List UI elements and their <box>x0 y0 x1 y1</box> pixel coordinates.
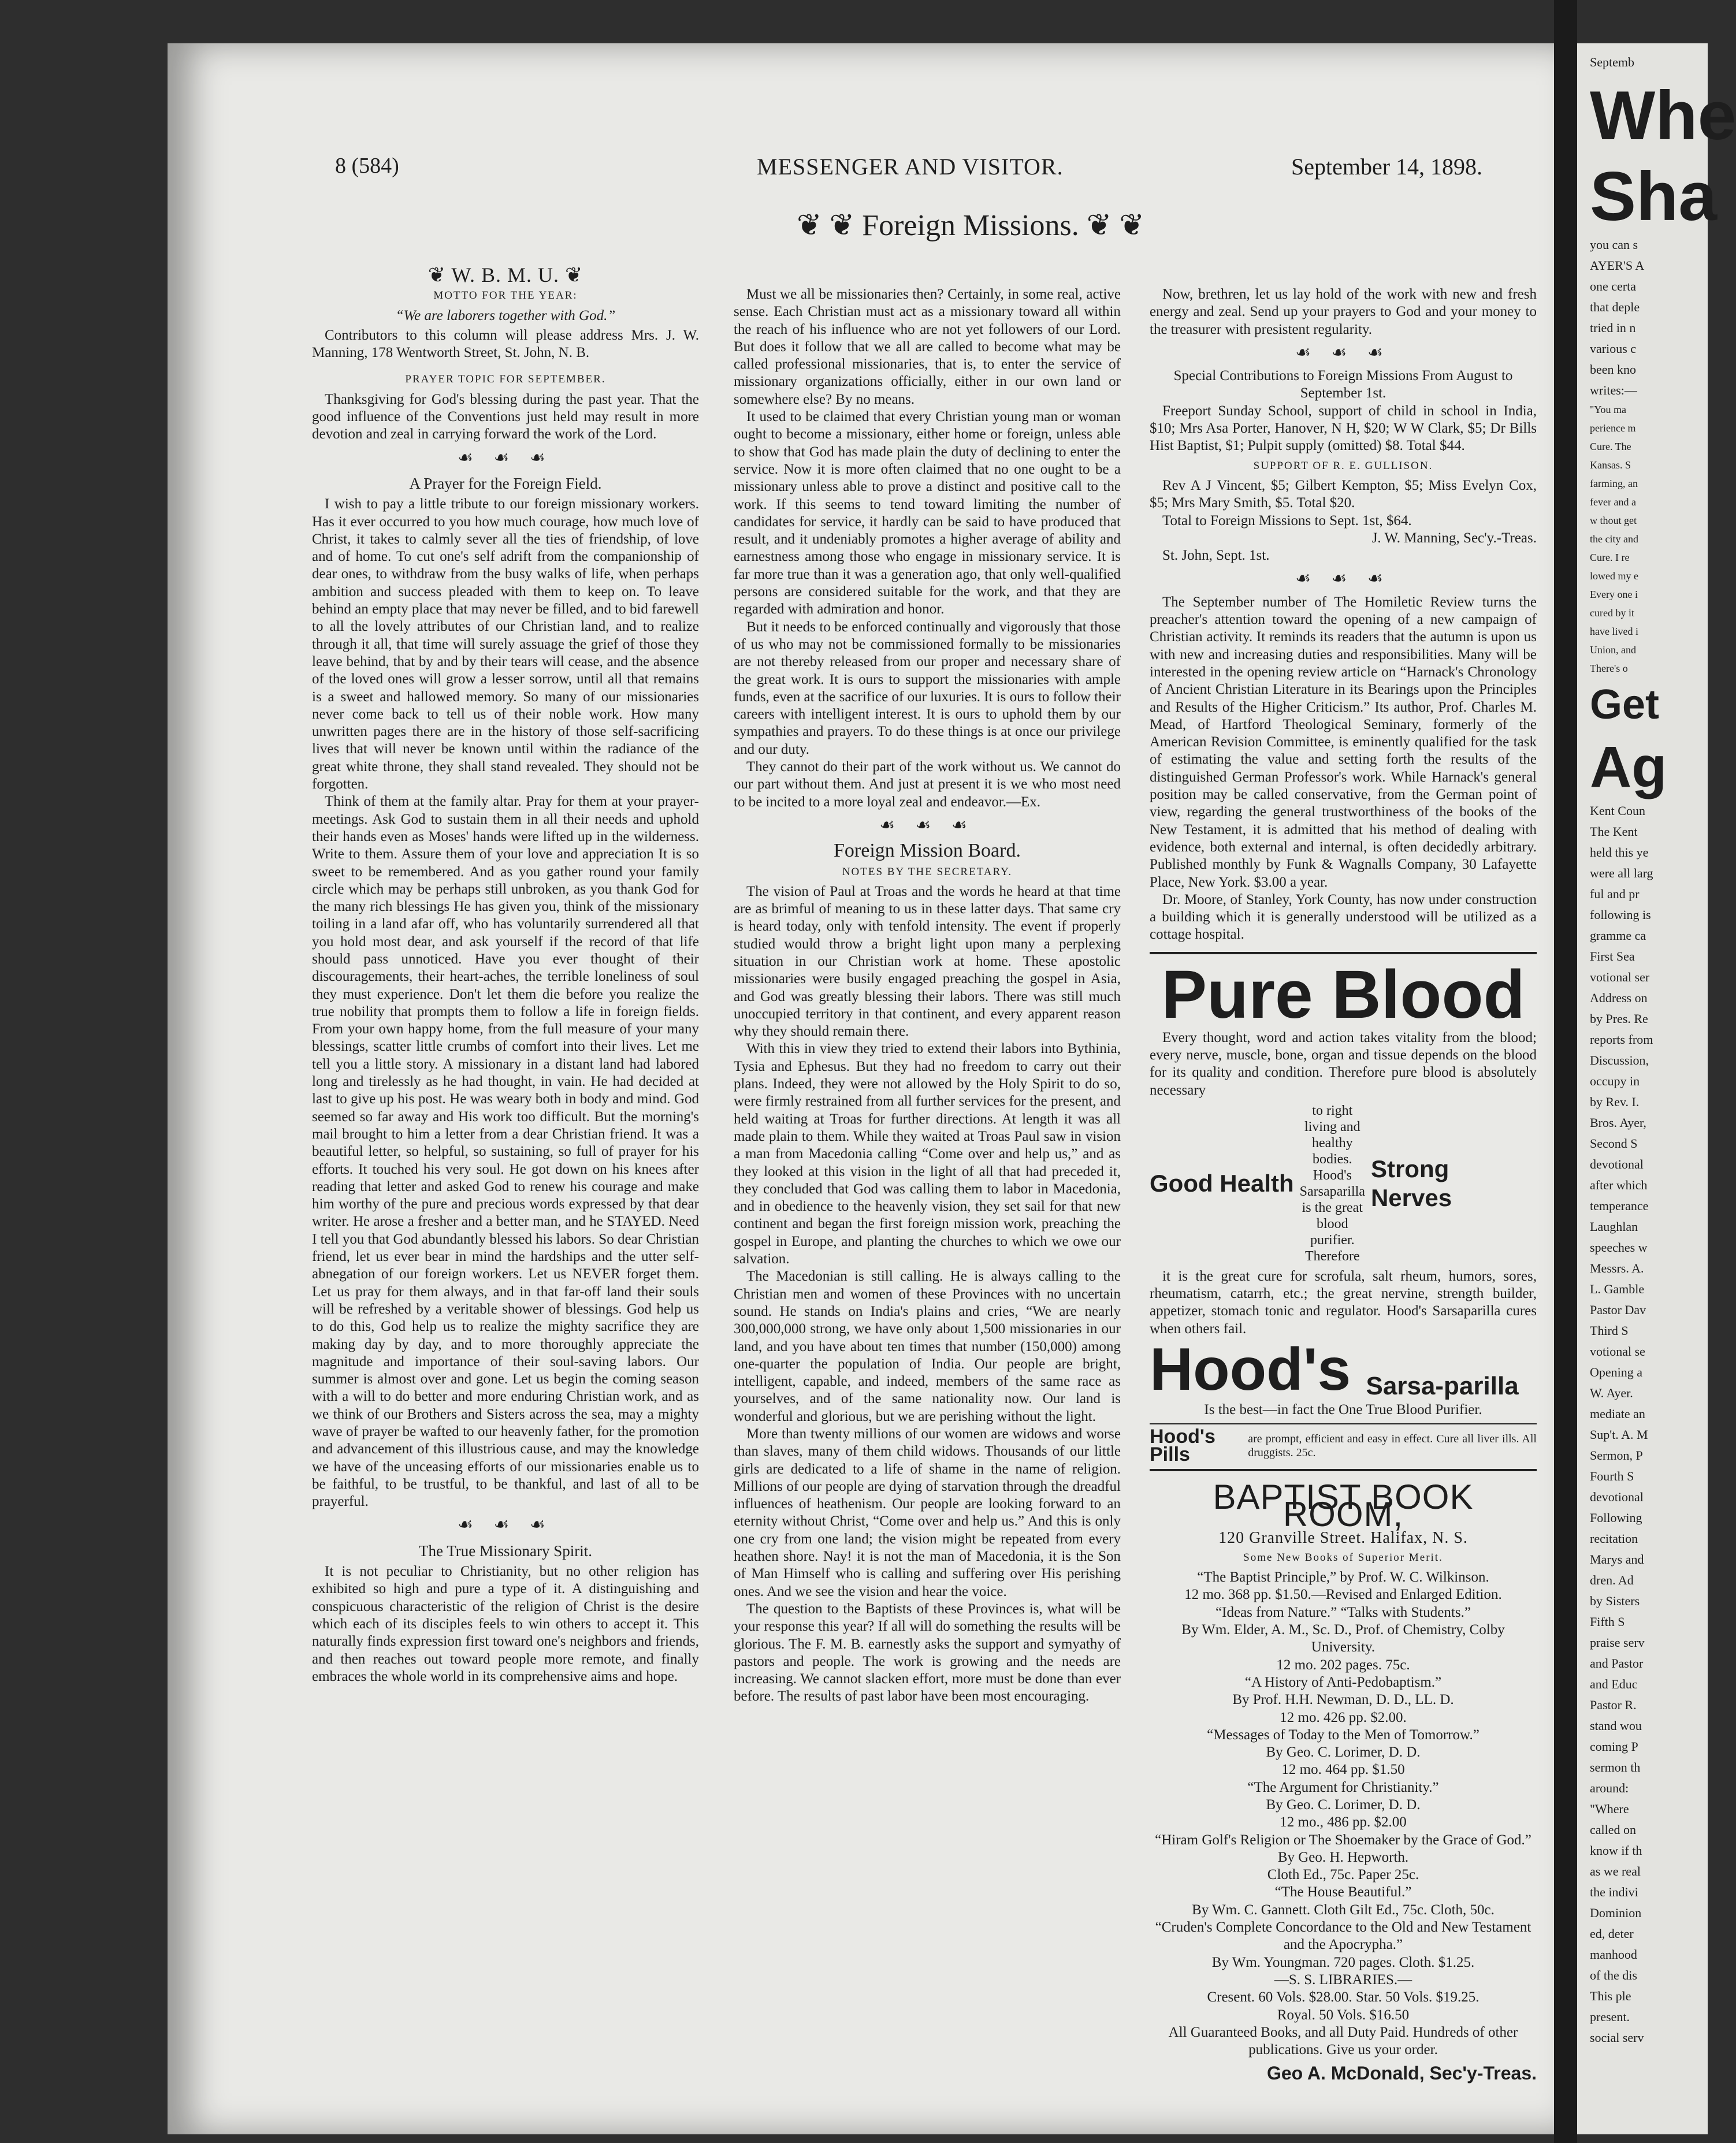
adjacent-page-text: devotional <box>1590 1490 1644 1504</box>
pills-name: Hood's Pills <box>1150 1426 1215 1465</box>
homiletic-review-p: The September number of The Homiletic Review turns the preacher's attention toward the opening of a new campaign of Christian activity. It reminds its readers that the autumn is upon us with new and increasing duties and responsibilities. Many will be interested in the opening review article on “Harnack's Chronology of Ancient Christian Literature in its Bearings upon the Principles and Results of the Higher Criticism.” Its author, Prof. Charles M. Mead, of Hartford Theological Seminary, formerly of the American Revision Committee, is eminently qualified for the task of estimating the value and setting forth the results of the distinguished German Professor's work. While Harnack's general position may be called conservative, from the German point of view, regarding the general trustworthiness of the books of the New Testament, it is admitted that his method of dealing with evidence, both external and internal, is often decidedly arbitrary. Published monthly by Funk & Wagnalls Company, 30 Lafayette Place, New York. $3.00 a year. <box>1150 594 1537 890</box>
adjacent-page-text: have lived i <box>1590 626 1638 637</box>
book-list-item: “Ideas from Nature.” “Talks with Students.” <box>1215 1604 1471 1620</box>
adjacent-page-text: Kansas. S <box>1590 459 1631 471</box>
book-list-item: All Guaranteed Books, and all Duty Paid. Hundreds of other publications. Give us your order. <box>1168 2024 1518 2058</box>
newspaper-page <box>168 43 1554 2134</box>
ornament-left: ❦ ❦ <box>797 209 863 242</box>
column-3 <box>1150 286 1537 2082</box>
prayer-topic-text: Thanksgiving for God's blessing during the past year. That the good influence of the Conventions just held may result in more devotion and zeal in carrying forward the work of the Lord. <box>312 391 699 442</box>
adjacent-page-text: temperance <box>1590 1199 1649 1213</box>
ad-headline: Pure Blood <box>1161 956 1525 1033</box>
motto: “We are laborers together with God.” <box>395 307 616 323</box>
issue-date: September 14, 1898. <box>1291 154 1483 180</box>
adjacent-page-text: coming P <box>1590 1739 1638 1754</box>
adjacent-page-text: Bros. Ayer, <box>1590 1115 1646 1130</box>
adjacent-page-text: "You ma <box>1590 404 1627 415</box>
adjacent-page-text: L. Gamble <box>1590 1282 1645 1296</box>
special-contrib-text: Freeport Sunday School, support of child in school in India, $10; Mrs Asa Porter, Hanover, N H, $20; W W Clark, $5; Dr Bills Hist Baptist, $1; Pulpit supply (omitted) $8. Total $44. <box>1150 403 1537 454</box>
ad-brand: Hood's <box>1150 1336 1351 1404</box>
adjacent-page-text: Ag <box>1590 735 1667 799</box>
ornament: ☙ ☙ ☙ <box>1295 569 1391 589</box>
adjacent-page-text: Following <box>1590 1510 1642 1525</box>
section-title <box>745 208 1196 243</box>
support-label: SUPPORT OF R. E. GULLISON. <box>1253 459 1433 472</box>
prayer-article-p1: I wish to pay a little tribute to our foreign missionary workers. Has it ever occurred to you how much courage, how much love of Christ, it takes to calmly sever all the ties of friendship, of love and of home. To cut one's self adrift from the companionship of dear ones, to withdraw from the busy walks of life, when perhaps ambition and success pleaded with them to keep on. To leave behind an empty place that may never be filled, and to bid farewell to all the lovely attributes of our Christian land, and to realize through it all, that time will surely assuage the grief of those they leave behind, that by and by their tears will cease, and the absence of the loved ones will grow a lesser sorrow, until all that remains is a sweet and hallowed memory. So many of our missionaries never come back to tell us of their noble work. How many unwritten pages there are in the history of those self-sacrificing lives that will never be known until within the radiance of the great white throne, they shall stand revealed. They should not be forgotten. <box>312 496 699 793</box>
adjacent-page-text: W. Ayer. <box>1590 1386 1633 1400</box>
book-list-item: By Geo. C. Lorimer, D. D. <box>1266 1744 1421 1761</box>
ad-text-1: Every thought, word and action takes vitality from the blood; every nerve, muscle, bone, organ and tissue depends on the blood for its quality and condition. Therefore pure blood is absolutely necessary <box>1150 1029 1537 1098</box>
brethren-p: Now, brethren, let us lay hold of the work with new and fresh energy and zeal. Send up your prayers to God and your money to the treasurer with presistent regularity. <box>1150 287 1537 337</box>
adjacent-page-text: perience m <box>1590 422 1636 434</box>
book-list-item: By Prof. H.H. Newman, D. D., LL. D. <box>1232 1692 1454 1708</box>
prayer-article-title: A Prayer for the Foreign Field. <box>409 474 602 492</box>
ornament: ☙ ☙ ☙ <box>458 448 553 467</box>
ornament-right: ❦ ❦ <box>1079 209 1144 242</box>
adjacent-page-text: occupy in <box>1590 1074 1640 1088</box>
ad-sarsaparilla: Sarsa-parilla <box>1366 1372 1519 1401</box>
pills-text: are prompt, efficient and easy in effect. Cure all liver ills. All druggists. 25c. <box>1248 1432 1537 1459</box>
adjacent-page-text: stand wou <box>1590 1718 1642 1733</box>
board-p4: More than twenty millions of our women are widows and worse than slaves, many of them child widows. Thousands of our little girls are dedicated to a life of shame in the name of religion. Millions of our people are dying of starvation through the dreadful influences of heathenism. Our people are looking forward to an eternity without Christ, “Come over and help us.” And this is only one cry from one land; the vision might be repeated from every heathen shore. Nay! it is not the man of Macedonia, it is the Son of Man Himself who is calling and suffering over His perishing ones. And we see the vision and hear the voice. <box>734 1426 1121 1599</box>
bookroom-address: 120 Granville Street. Halifax, N. S. <box>1218 1528 1468 1547</box>
book-list-item: By Wm. Youngman. 720 pages. Cloth. $1.25. <box>1211 1954 1475 1970</box>
ad-text-2: it is the great cure for scrofula, salt rheum, humors, sores, rheumatism, catarrh, etc.; the great nervine, strength builder, appetizer, stomach tonic and regulator. Hood's Sarsaparilla cures when others fail. <box>1150 1268 1537 1337</box>
adjacent-page-text: fever and a <box>1590 496 1636 508</box>
adjacent-page-text: First Sea <box>1590 949 1635 963</box>
book-list-item: 12 mo. 202 pages. 75c. <box>1276 1657 1410 1673</box>
adjacent-page-text: Marys and <box>1590 1552 1644 1567</box>
adjacent-page-text: farming, an <box>1590 478 1638 489</box>
book-list-item: “Hiram Golf's Religion or The Shoemaker by the Grace of God.” By Geo. H. Hepworth. <box>1155 1832 1531 1865</box>
section-title-text: Foreign Missions. <box>862 209 1079 242</box>
adjacent-page-text: sermon th <box>1590 1760 1641 1774</box>
adjacent-page-text: gramme ca <box>1590 928 1646 943</box>
adjacent-page-text: Address on <box>1590 991 1648 1005</box>
adjacent-page-text: called on <box>1590 1822 1637 1837</box>
adjacent-page-text: around: <box>1590 1781 1629 1795</box>
adjacent-page-text: Pastor R. <box>1590 1698 1637 1712</box>
missionaries-p3: But it needs to be enforced continually and vigorously that those of us who may not be commissioned formally to be missionaries are not thereby released from our proper and necessary share of the great work. It is ours to support the missionaries with ample funds, even at the sacrifice of our luxuries. It is ours to follow their careers with intelligent interest. It is ours to uphold them by our sympathies and prayers. To do these things is at once our privilege and our duty. <box>734 619 1121 757</box>
book-list-item: —S. S. LIBRARIES.— <box>1274 1971 1412 1988</box>
hoods-advertisement <box>1150 952 1537 1471</box>
adjacent-page-text: cured by it <box>1590 607 1634 619</box>
ornament: ☙ ☙ ☙ <box>1295 343 1391 362</box>
adjacent-page-text: one certa <box>1590 279 1636 293</box>
adjacent-page-text: ed, deter <box>1590 1926 1634 1941</box>
new-books-label: Some New Books of Superior Merit. <box>1243 1551 1443 1564</box>
book-list-item: “The Argument for Christianity.” <box>1247 1779 1439 1795</box>
board-p5: The question to the Baptists of these Provinces is, what will be your response this year? If all will do something the results will be glorious. The F. M. B. earnestly asks the support and symyathy of pastors and people. The work is growing and the needs are increasing. We cannot slacken effort, more must be done than ever before. The results of past labor have been most encouraging. <box>734 1601 1121 1705</box>
adjacent-page-text: and Educ <box>1590 1677 1638 1691</box>
adjacent-page-text: reports from <box>1590 1032 1653 1047</box>
special-contrib-title: Special Contributions to Foreign Missions From August to September 1st. <box>1173 368 1513 401</box>
ad-good-health: Good Health <box>1150 1169 1294 1197</box>
adjacent-page-text: after which <box>1590 1178 1648 1192</box>
adjacent-page-text: Septemb <box>1590 55 1634 69</box>
book-list <box>1150 1569 1537 2059</box>
adjacent-page-text: dren. Ad <box>1590 1573 1634 1587</box>
adjacent-page-text: Second S <box>1590 1136 1638 1151</box>
adjacent-page-text: Pastor Dav <box>1590 1303 1646 1317</box>
adjacent-page-text: as we real <box>1590 1864 1641 1878</box>
adjacent-page-text: following is <box>1590 907 1651 922</box>
adjacent-page-text: The Kent <box>1590 824 1638 839</box>
missionaries-p1: Must we all be missionaries then? Certainly, in some real, active sense. Each Christian must act as a missionary toward all within the reach of his influence who are not yet followers of our Lord. But does it follow that we all are called to become what may be called professional missionaries, that is, to enter the service of missionary organizations officially, either in our own land or somewhere else? By no means. <box>734 287 1121 407</box>
adjacent-page-text: devotional <box>1590 1157 1644 1171</box>
adjacent-page-text: There's o <box>1590 663 1628 674</box>
ad-mid-text: to right living and healthy bodies. Hood's Sarsaparilla is the great blood purifier. Therefore <box>1299 1103 1365 1264</box>
adjacent-page-text: ful and pr <box>1590 887 1640 901</box>
place-date: St. John, Sept. 1st. <box>1162 548 1270 564</box>
adjacent-page-text: been kno <box>1590 362 1637 377</box>
adjacent-page-text: Sermon, P <box>1590 1448 1643 1463</box>
ad-brand-row <box>1150 1336 1537 1404</box>
motto-label: MOTTO FOR THE YEAR: <box>433 289 578 302</box>
adjacent-page-text: writes:— <box>1590 383 1637 397</box>
bookroom-title: BAPTIST BOOK ROOM, <box>1213 1477 1474 1534</box>
adjacent-page-text: by Sisters <box>1590 1594 1640 1608</box>
spirit-article-title: The True Missionary Spirit. <box>418 1542 593 1560</box>
adjacent-page-text: Cure. The <box>1590 441 1631 452</box>
page-number: 8 (584) <box>335 154 399 178</box>
adjacent-page-text: Whe <box>1590 77 1736 154</box>
adjacent-page-text: Every one i <box>1590 589 1638 600</box>
adjacent-page-text: you can s <box>1590 237 1638 252</box>
book-list-item: “The House Beautiful.” <box>1274 1884 1412 1900</box>
adjacent-page-text: Laughlan <box>1590 1219 1638 1234</box>
adjacent-page-text: the indivi <box>1590 1885 1638 1899</box>
adjacent-page-text: held this ye <box>1590 845 1649 860</box>
adjacent-page-text: Fifth S <box>1590 1614 1625 1629</box>
adjacent-page-text: w thout get <box>1590 515 1637 526</box>
adjacent-page-text: votional ser <box>1590 970 1650 984</box>
board-title: Foreign Mission Board. <box>834 840 1021 862</box>
moore-p: Dr. Moore, of Stanley, York County, has now under construction a building which it is generally understood will be utilized as a cottage hospital. <box>1150 891 1537 943</box>
book-list-item: “Cruden's Complete Concordance to the Old and New Testament and the Apocrypha.” <box>1155 1919 1531 1953</box>
adjacent-page-text: speeches w <box>1590 1240 1648 1255</box>
adjacent-page-text: Sha <box>1590 158 1718 235</box>
adjacent-page-text: AYER'S A <box>1590 258 1645 273</box>
adjacent-page-text: This ple <box>1590 1989 1631 2003</box>
adjacent-page-edge <box>1577 43 1736 2134</box>
adjacent-page-text: Third S <box>1590 1323 1629 1338</box>
adjacent-page-text: were all larg <box>1590 866 1653 880</box>
adjacent-page-text: Union, and <box>1590 644 1636 656</box>
support-text: Rev A J Vincent, $5; Gilbert Kempton, $5; Miss Evelyn Cox, $5; Mrs Mary Smith, $5. Total $20. <box>1150 477 1537 511</box>
board-p2: With this in view they tried to extend their labors into Bythinia, Tysia and Ephesus. But they had no freedom to carry out their plans. Indeed, they were not allowed by the Holy Spirit to do so, were firmly restrained from all further services for the present, and held waiting at Troas for further directions. At length it was all made plain to them. While they waited at Troas Paul saw in vision a man from Macedonia calling “Come over and help us,” and as they looked at this vision in the light of all that had preceded it, they concluded that God was calling them to labor in Macedonia, and in obedience to the heavenly vision, they set sail for that new continent and began the first foreign mission work, preaching the gospel in Europe, and planting the churches to which we owe our salvation. <box>734 1041 1121 1267</box>
board-p1: The vision of Paul at Troas and the words he heard at that time are as brimful of meaning to us in these latter days. That same cry is heard today, only with tenfold intensity. The event if properly studied would throw a bright light upon many a perplexing situation in our Christian work at home. These apostolic missionaries were busily engaged preaching the gospel in Asia, and God was greatly blessing their labors. There was still much unoccupied territory in that continent, and every apparent reason why they should remain there. <box>734 883 1121 1040</box>
contributors-note: Contributors to this column will please address Mrs. J. W. Manning, 178 Wentworth Street, St. John, N. B. <box>312 327 699 361</box>
adjacent-page-text: Opening a <box>1590 1365 1643 1379</box>
book-list-item: By Wm. C. Gannett. Cloth Gilt Ed., 75c. Cloth, 50c. <box>1192 1902 1495 1918</box>
column-2 <box>734 286 1121 1706</box>
adjacent-page-text: Dominion <box>1590 1906 1642 1920</box>
adjacent-page-text: manhood <box>1590 1947 1637 1962</box>
adjacent-page-text: present. <box>1590 2010 1630 2024</box>
book-list-item: Royal. 50 Vols. $16.50 <box>1277 2007 1410 2023</box>
missionaries-p2: It used to be claimed that every Christian young man or woman ought to become a missionary, either home or foreign, unless able to show that God has made plain the duty of declining to enter the service. Now it is more often claimed that no one ought to be a missionary unless able to prove a distinct and positive call to the work. If this seems to tend toward limiting the number of candidates for service, it hardly can be said to have produced that result, and it undeniably promotes a higher average of ability and earnestness among those who engage in missionary service. It is far more true than it was a generation ago, that only well-qualified persons are considered suitable for the work, and that they are regarded with admiration and honor. <box>734 409 1121 617</box>
adjacent-page-text: votional se <box>1590 1344 1645 1359</box>
adjacent-page-text: and Pastor <box>1590 1656 1644 1671</box>
spirit-article-p: It is not peculiar to Christianity, but no other religion has exhibited so high and pure a type of it. A distinguishing and conspicuous characteristic of the religion of Christ is the desire which each of its disciples feels to win others to accept it. This naturally finds expression first toward one's neighbors and friends, and then reaches out toward people more remote, and finally embraces the whole world in its comprehensive aims and hope. <box>312 1564 699 1684</box>
book-list-item: Cloth Ed., 75c. Paper 25c. <box>1267 1867 1419 1883</box>
paper-title: MESSENGER AND VISITOR. <box>757 154 1064 180</box>
adjacent-page-text: Messrs. A. <box>1590 1261 1644 1275</box>
book-list-item: Cresent. 60 Vols. $28.00. Star. 50 Vols. $19.25. <box>1207 1989 1479 2006</box>
binding-gutter <box>1554 0 1577 2143</box>
adjacent-page-text: Get <box>1590 682 1660 728</box>
adjacent-page-text: Discussion, <box>1590 1053 1649 1067</box>
ornament: ☙ ☙ ☙ <box>879 815 975 835</box>
book-list-item: “A History of Anti-Pedobaptism.” <box>1244 1674 1442 1690</box>
book-list-item: 12 mo. 426 pp. $2.00. <box>1280 1709 1407 1725</box>
ad-row <box>1150 1103 1537 1264</box>
book-list-item: “Messages of Today to the Men of Tomorrow.” <box>1207 1727 1479 1743</box>
adjacent-page-text: of the dis <box>1590 1968 1637 1982</box>
adjacent-page-text: recitation <box>1590 1531 1638 1546</box>
page-header <box>168 153 1554 188</box>
adjacent-page-text: social serv <box>1590 2030 1644 2045</box>
adjacent-page-text: lowed my e <box>1590 570 1638 582</box>
book-list-item: “The Baptist Principle,” by Prof. W. C. Wilkinson. <box>1197 1569 1489 1586</box>
adjacent-page-text: mediate an <box>1590 1407 1645 1421</box>
wbmu-title-text: W. B. M. U. <box>451 263 560 287</box>
adjacent-page-text: Fourth S <box>1590 1469 1634 1483</box>
adjacent-page-text: the city and <box>1590 533 1638 545</box>
ad-best: Is the best—in fact the One True Blood Purifier. <box>1204 1402 1482 1418</box>
adjacent-page-text: tried in n <box>1590 321 1636 335</box>
book-list-item: 12 mo., 486 pp. $2.00 <box>1280 1814 1407 1831</box>
wbmu-title: ❦ W. B. M. U. ❦ <box>428 263 583 287</box>
missionaries-p4: They cannot do their part of the work without us. We cannot do our part without them. And just at present it is we who most need to be incited to a more loyal zeal and endeavor.—Ex. <box>734 759 1121 810</box>
board-subtitle: NOTES BY THE SECRETARY. <box>842 865 1013 878</box>
prayer-article-p2: Think of them at the family altar. Pray for them at your prayer-meetings. Ask God to sustain them in all their needs and uphold their hands even as Moses' hands were lifted up in the wilderness. Write to them. Assure them of your love and appreciation It is so sweet to be remembered. And as you gather round your family circle which may be perhaps still unbroken, as you thank God for the many rich blessings He has given you, think of the missionary toiling in a land afar off, who has voluntarily surrendered all that you hold most dear, and ask yourself if the record of that life should pass unnoticed. Have you ever thought of their discouragements, their heart-aches, the terrible loneliness of soul they must experience. Don't let them die before you realize the true nobility that prompts them to follow a life in foreign fields. From your own happy home, from the full measure of your many blessings, scatter little crumbs of comfort into their lives. Let me tell you a little story. A missionary in a distant land had labored long and tirelessly as he had thought, in vain. He had decided at last to give up his post. He was weary both in body and mind. God seemed so far away and His work too difficult. But the morning's mail brought to him a letter from a dear Christian friend. It was a beautiful letter, so helpful, so sustaining, so full of prayer for his efforts. It touched his very soul. He got down on his knees after reading that letter and asked God to renew his courage and make him worthy of the pure and precious words expressed by that dear writer. He arose a fresher and a better man, and he STAYED. Need I tell you that God abundantly blessed his labors. So dear Christian friend, let us ever bear in mind the hardships and the utter self-abnegation of our foreign workers. Let us NEVER forget them. Let us pray for them always, and in that far-off land their souls will be refreshed by a veritable shower of blessings. God help us to do this, God help us to realize the mighty sacrifice they are making day by day, and to more thoroughly appreciate the magnitude and importance of their soul-saving labors. Our summer is almost over and gone. Let us begin the coming season with a will to do better and more enduring Christian work, and as we think of our Brothers and Sisters across the sea, may a mighty wave of prayer be wafted to our heavenly father, for the promotion and advancement of this illustrious cause, and may the knowledge we have of the unceasing efforts of our missionaries enable us to be faithful, to be trustful, to be thankful, and last of all to be prayerful. <box>312 794 699 1510</box>
prayer-topic-label: PRAYER TOPIC FOR SEPTEMBER. <box>405 373 606 386</box>
ad-strong-nerves: Strong Nerves <box>1370 1155 1452 1211</box>
book-list-item: By Geo. C. Lorimer, D. D. <box>1266 1797 1421 1813</box>
adjacent-page-text: Sup't. A. M <box>1590 1427 1648 1442</box>
adjacent-page-text: Kent Coun <box>1590 803 1645 818</box>
signer: J. W. Manning, Sec'y.-Treas. <box>1371 530 1537 546</box>
board-p3: The Macedonian is still calling. He is always calling to the Christian men and women of these Provinces with no uncertain sound. He stands on India's plains and cries, “We are nearly 300,000,000 strong, we have only about 1,500 missionaries in our land, and you have about ten times that number (150,000) among one-quarter the population of India. Our people are bright, intelligent, capable, and indeed, members of the same race as yourselves, and of the same nationality now. Our land is wonderful and glorious, but we are perishing without the light. <box>734 1268 1121 1424</box>
column-1 <box>312 263 699 1686</box>
total-line: Total to Foreign Missions to Sept. 1st, $64. <box>1162 512 1412 529</box>
book-list-item: 12 mo. 368 pp. $1.50.—Revised and Enlarged Edition. <box>1184 1587 1502 1603</box>
adjacent-page-text: "Where <box>1590 1802 1629 1816</box>
book-list-item: By Wm. Elder, A. M., Sc. D., Prof. of Chemistry, Colby University. <box>1181 1622 1505 1655</box>
adjacent-page-text: know if th <box>1590 1843 1642 1858</box>
adjacent-page-text: that deple <box>1590 300 1640 314</box>
ornament: ☙ ☙ ☙ <box>458 1515 553 1535</box>
adjacent-page-text: by Rev. I. <box>1590 1095 1640 1109</box>
adjacent-page-text: various c <box>1590 341 1637 356</box>
bookroom-signature: Geo A. McDonald, Sec'y-Treas. <box>1266 2063 1537 2084</box>
adjacent-page-text: by Pres. Re <box>1590 1011 1648 1026</box>
adjacent-page-text: Cure. I re <box>1590 552 1630 563</box>
book-list-item: 12 mo. 464 pp. $1.50 <box>1281 1762 1405 1778</box>
ad-pills <box>1150 1423 1537 1463</box>
adjacent-page-text: praise serv <box>1590 1635 1645 1650</box>
